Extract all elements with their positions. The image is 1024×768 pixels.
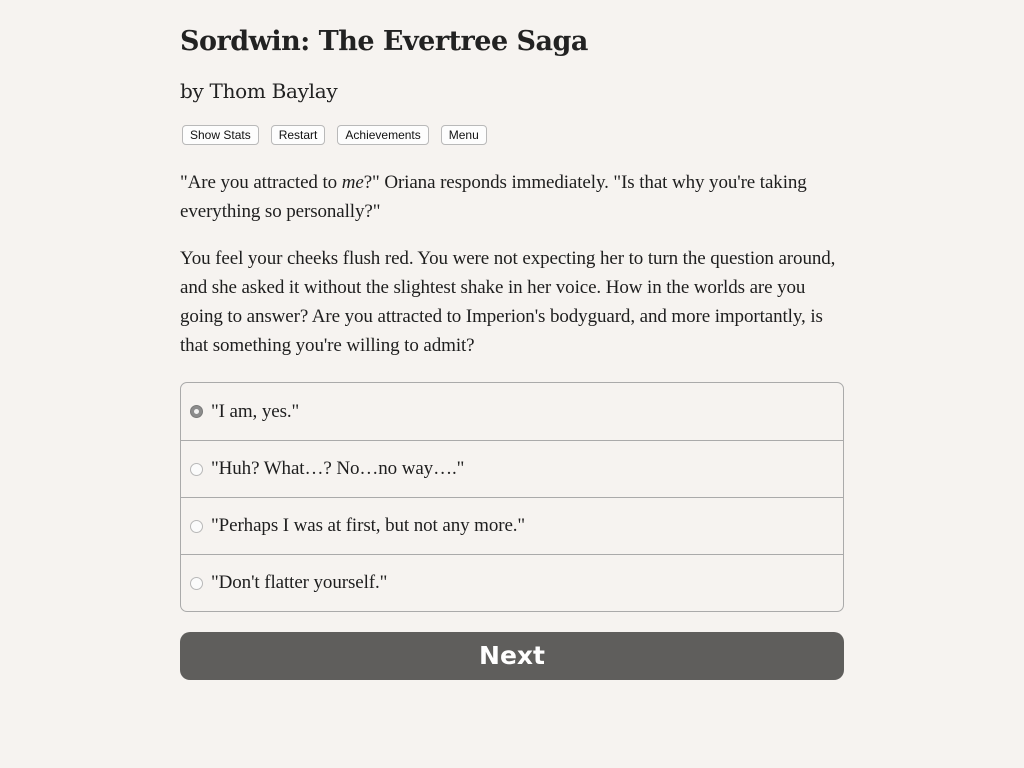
choice-option-1[interactable] — [181, 383, 843, 440]
paragraph-1-part-2: ?" Oriana responds immediately. "Is that why you're taking everything so personally?" — [180, 172, 807, 222]
game-title: Sordwin: The Evertree Saga — [180, 26, 588, 57]
paragraph-1-emphasis: me — [341, 172, 364, 193]
story-paragraph-2: You feel your cheeks flush red. You were not expecting her to turn the question around, and she asked it without the slightest shake in her voice. How in the worlds are you going to answer? Are you attracted to Imperion's bodyguard, and more importantly, is that something you're willing to admit? — [180, 248, 836, 356]
radio-button[interactable] — [190, 463, 203, 476]
radio-button-selected[interactable] — [190, 405, 203, 418]
choice-option-4[interactable] — [181, 554, 843, 611]
choice-label: "I am, yes." — [211, 400, 300, 422]
achievements-button[interactable]: Achievements — [337, 125, 428, 145]
story-paragraph-1 — [180, 168, 844, 226]
choice-option-2[interactable] — [181, 440, 843, 497]
show-stats-button[interactable]: Show Stats — [182, 125, 259, 145]
story-container — [180, 24, 844, 680]
restart-button[interactable]: Restart — [271, 125, 326, 145]
toolbar — [180, 125, 844, 147]
paragraph-1-part-1: "Are you attracted to — [180, 172, 342, 193]
choice-label: "Perhaps I was at first, but not any more." — [211, 515, 526, 536]
choice-label: "Huh? What…? No…no way…." — [211, 458, 465, 479]
choice-option-3[interactable] — [181, 497, 843, 554]
radio-button[interactable] — [190, 520, 203, 533]
menu-button[interactable]: Menu — [441, 125, 487, 145]
radio-button[interactable] — [190, 577, 203, 590]
choice-list — [180, 382, 844, 612]
choice-label: "Don't flatter yourself." — [211, 572, 388, 593]
game-author: by Thom Baylay — [180, 79, 338, 103]
next-button[interactable]: Next — [180, 632, 844, 680]
